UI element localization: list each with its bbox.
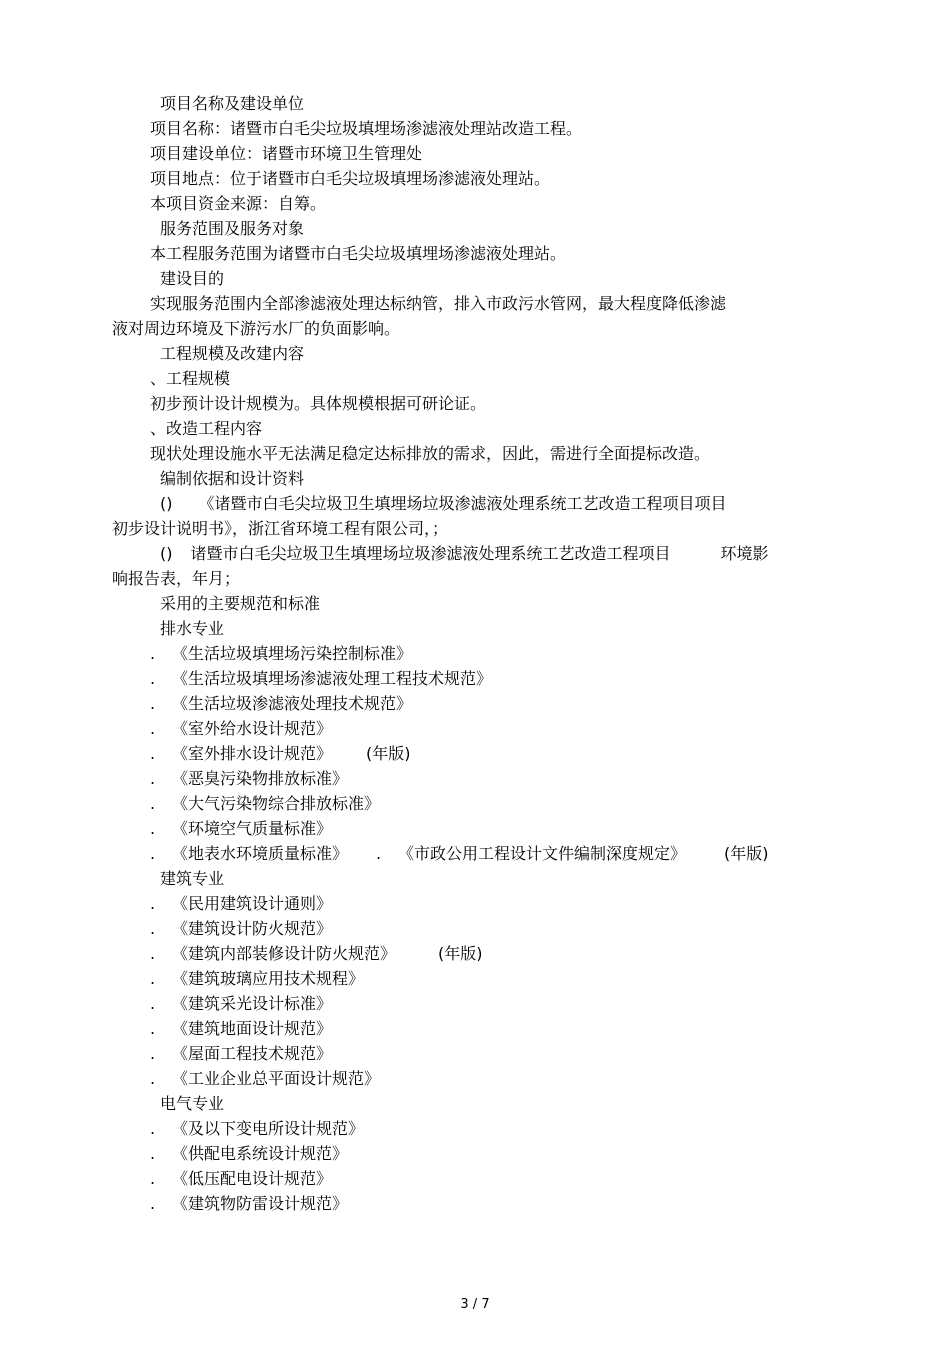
list-item <box>112 841 842 866</box>
list-item <box>112 891 842 916</box>
list-item-text: 《民用建筑设计通则》 <box>172 894 333 913</box>
reference-text: 环境影 <box>720 544 769 563</box>
list-item <box>112 1116 842 1141</box>
list-item-text: 《低压配电设计规范》 <box>172 1169 333 1188</box>
list-item-text: 《市政公用工程设计文件编制深度规定》 <box>398 844 687 863</box>
list-bullet: . <box>150 1169 156 1188</box>
list-bullet: . <box>150 894 156 913</box>
list-item <box>112 666 842 691</box>
page-number: 3 / 7 <box>460 1297 490 1312</box>
list-bullet: . <box>150 719 156 738</box>
list-item <box>112 1066 842 1091</box>
list-bullet: . <box>150 1144 156 1163</box>
list-item-text: 《建筑玻璃应用技术规程》 <box>172 969 365 988</box>
list-item-text: 《建筑物防雷设计规范》 <box>172 1194 349 1213</box>
list-item <box>112 1166 842 1191</box>
list-item <box>112 691 842 716</box>
list-item <box>112 916 842 941</box>
list-bullet: . <box>150 994 156 1013</box>
list-bullet: . <box>150 744 156 763</box>
list-item <box>112 1191 842 1216</box>
list-bullet: . <box>150 769 156 788</box>
project-unit: 项目建设单位：诸暨市环境卫生管理处 <box>150 144 423 163</box>
list-item-text: 《建筑内部装修设计防火规范》 <box>172 944 397 963</box>
list-bullet: . <box>150 844 156 863</box>
list-item <box>112 1141 842 1166</box>
paragraph: 实现服务范围内全部渗滤液处理达标纳管，排入市政污水管网，最大程度降低渗滤 <box>150 294 727 313</box>
list-item <box>112 766 842 791</box>
list-bullet: . <box>150 969 156 988</box>
list-item-text: 《室外排水设计规范》 <box>172 744 333 763</box>
list-item <box>112 966 842 991</box>
list-item-text: 《生活垃圾填埋场污染控制标准》 <box>172 644 413 663</box>
list-item-text: 《工业企业总平面设计规范》 <box>172 1069 381 1088</box>
list-item <box>112 791 842 816</box>
list-item-text: 《恶臭污染物排放标准》 <box>172 769 349 788</box>
list-item-text: 《及以下变电所设计规范》 <box>172 1119 365 1138</box>
discipline-heading: 排水专业 <box>160 619 225 638</box>
list-item <box>112 1041 842 1066</box>
edition-note: (年版) <box>366 744 411 763</box>
list-item-text: 《大气污染物综合排放标准》 <box>172 794 381 813</box>
reference-text: 《诸暨市白毛尖垃圾卫生填埋场垃圾渗滤液处理系统工艺改造工程项目项目 <box>198 494 727 513</box>
reference-item <box>112 541 842 566</box>
project-funding: 本项目资金来源：自筹。 <box>150 194 327 213</box>
document-body <box>112 91 842 1216</box>
list-bullet: . <box>150 1044 156 1063</box>
discipline-heading: 电气专业 <box>160 1094 225 1113</box>
reference-mark: () <box>160 544 173 563</box>
paragraph-continuation: 液对周边环境及下游污水厂的负面影响。 <box>112 319 401 338</box>
section-heading: 工程规模及改建内容 <box>160 344 305 363</box>
list-item-text: 《环境空气质量标准》 <box>172 819 333 838</box>
edition-note: (年版) <box>438 944 483 963</box>
section-heading: 采用的主要规范和标准 <box>160 594 321 613</box>
section-heading: 编制依据和设计资料 <box>160 469 305 488</box>
list-item <box>112 991 842 1016</box>
list-item-text: 《生活垃圾填埋场渗滤液处理工程技术规范》 <box>172 669 493 688</box>
list-item-text: 《屋面工程技术规范》 <box>172 1044 333 1063</box>
list-bullet: . <box>150 944 156 963</box>
paragraph-continuation: 响报告表，年月； <box>112 569 241 588</box>
list-bullet: . <box>150 1194 156 1213</box>
project-location: 项目地点：位于诸暨市白毛尖垃圾填埋场渗滤液处理站。 <box>150 169 551 188</box>
paragraph-continuation: 初步设计说明书》，浙江省环境工程有限公司，； <box>112 519 449 538</box>
list-bullet: . <box>150 1019 156 1038</box>
list-item <box>112 641 842 666</box>
list-item-text: 《供配电系统设计规范》 <box>172 1144 349 1163</box>
list-item-text: 《室外给水设计规范》 <box>172 719 333 738</box>
list-item <box>112 716 842 741</box>
list-item-text: 《建筑采光设计标准》 <box>172 994 333 1013</box>
list-bullet: . <box>150 694 156 713</box>
list-bullet: . <box>150 1069 156 1088</box>
list-bullet: . <box>376 844 382 863</box>
discipline-heading: 建筑专业 <box>160 869 225 888</box>
list-item <box>112 941 842 966</box>
project-name: 项目名称：诸暨市白毛尖垃圾填埋场渗滤液处理站改造工程。 <box>150 119 583 138</box>
list-item-text: 《地表水环境质量标准》 <box>172 844 349 863</box>
list-item-text: 《建筑地面设计规范》 <box>172 1019 333 1038</box>
list-bullet: . <box>150 644 156 663</box>
paragraph: 初步预计设计规模为。具体规模根据可研论证。 <box>150 394 487 413</box>
list-item <box>112 1016 842 1041</box>
list-bullet: . <box>150 919 156 938</box>
subsection-heading: 、工程规模 <box>150 369 231 388</box>
list-bullet: . <box>150 819 156 838</box>
reference-item <box>112 491 842 516</box>
section-heading: 服务范围及服务对象 <box>160 219 305 238</box>
list-item-text: 《建筑设计防火规范》 <box>172 919 333 938</box>
list-bullet: . <box>150 1119 156 1138</box>
list-item-text: 《生活垃圾渗滤液处理技术规范》 <box>172 694 413 713</box>
list-item <box>112 741 842 766</box>
list-item <box>112 816 842 841</box>
paragraph: 现状处理设施水平无法满足稳定达标排放的需求，因此，需进行全面提标改造。 <box>150 444 711 463</box>
section-heading: 建设目的 <box>160 269 225 288</box>
reference-text: 诸暨市白毛尖垃圾卫生填埋场垃圾渗滤液处理系统工艺改造工程项目 <box>190 544 671 563</box>
section-heading: 项目名称及建设单位 <box>160 94 305 113</box>
edition-note: (年版) <box>724 844 769 863</box>
reference-mark: () <box>160 494 173 513</box>
list-bullet: . <box>150 794 156 813</box>
list-bullet: . <box>150 669 156 688</box>
paragraph: 本工程服务范围为诸暨市白毛尖垃圾填埋场渗滤液处理站。 <box>150 244 567 263</box>
subsection-heading: 、改造工程内容 <box>150 419 263 438</box>
